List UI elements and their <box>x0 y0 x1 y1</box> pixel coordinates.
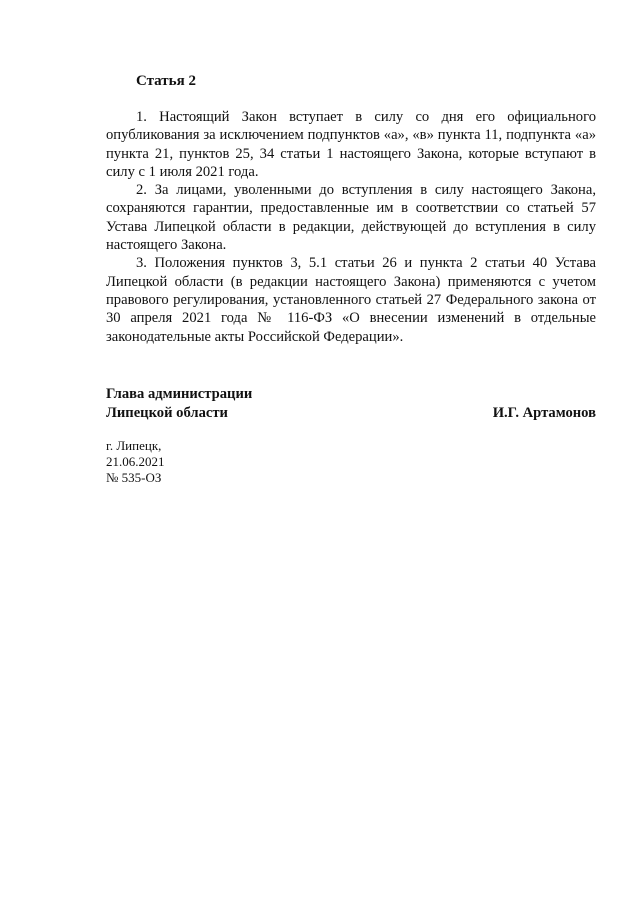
signatory-name: И.Г. Артамонов <box>492 405 596 421</box>
paragraph-3: 3. Положения пунктов 3, 5.1 статьи 26 и пункта 2 статьи 40 Устава Липецкой области (в редакции настоящего Закона) применяются с учетом правового регулирования, установленного статьей 27 Федерального закона от 30 апреля 2021 года № 116-ФЗ «О внесении изменений в отдельные законодательные акты Российской Федерации». <box>106 255 596 345</box>
paragraph-1: 1. Настоящий Закон вступает в силу со дня его официального опубликования за исключением подпунктов «а», «в» пункта 11, подпункта «а» пункта 21, пунктов 25, 34 статьи 1 настоящего Закона, которые вступают в силу с 1 июля 2021 года. <box>106 109 596 180</box>
signatory-title-line-1: Глава администрации <box>106 386 253 402</box>
paragraph-2: 2. За лицами, уволенными до вступления в силу настоящего Закона, сохраняются гарантии, предоставленные им в соответствии со статьей 57 Устава Липецкой области в редакции, действующей до вступления в силу настоящего Закона. <box>106 182 596 254</box>
signature-block <box>106 385 596 423</box>
article-heading: Статья 2 <box>136 73 196 89</box>
law-number-line: № 535-ОЗ <box>106 470 162 485</box>
article-body <box>106 108 596 346</box>
document-meta <box>106 438 165 486</box>
date-line: 21.06.2021 <box>106 454 165 469</box>
city-line: г. Липецк, <box>106 438 162 453</box>
signatory-title-line-2: Липецкой области <box>106 405 228 421</box>
signature-row <box>106 404 596 423</box>
